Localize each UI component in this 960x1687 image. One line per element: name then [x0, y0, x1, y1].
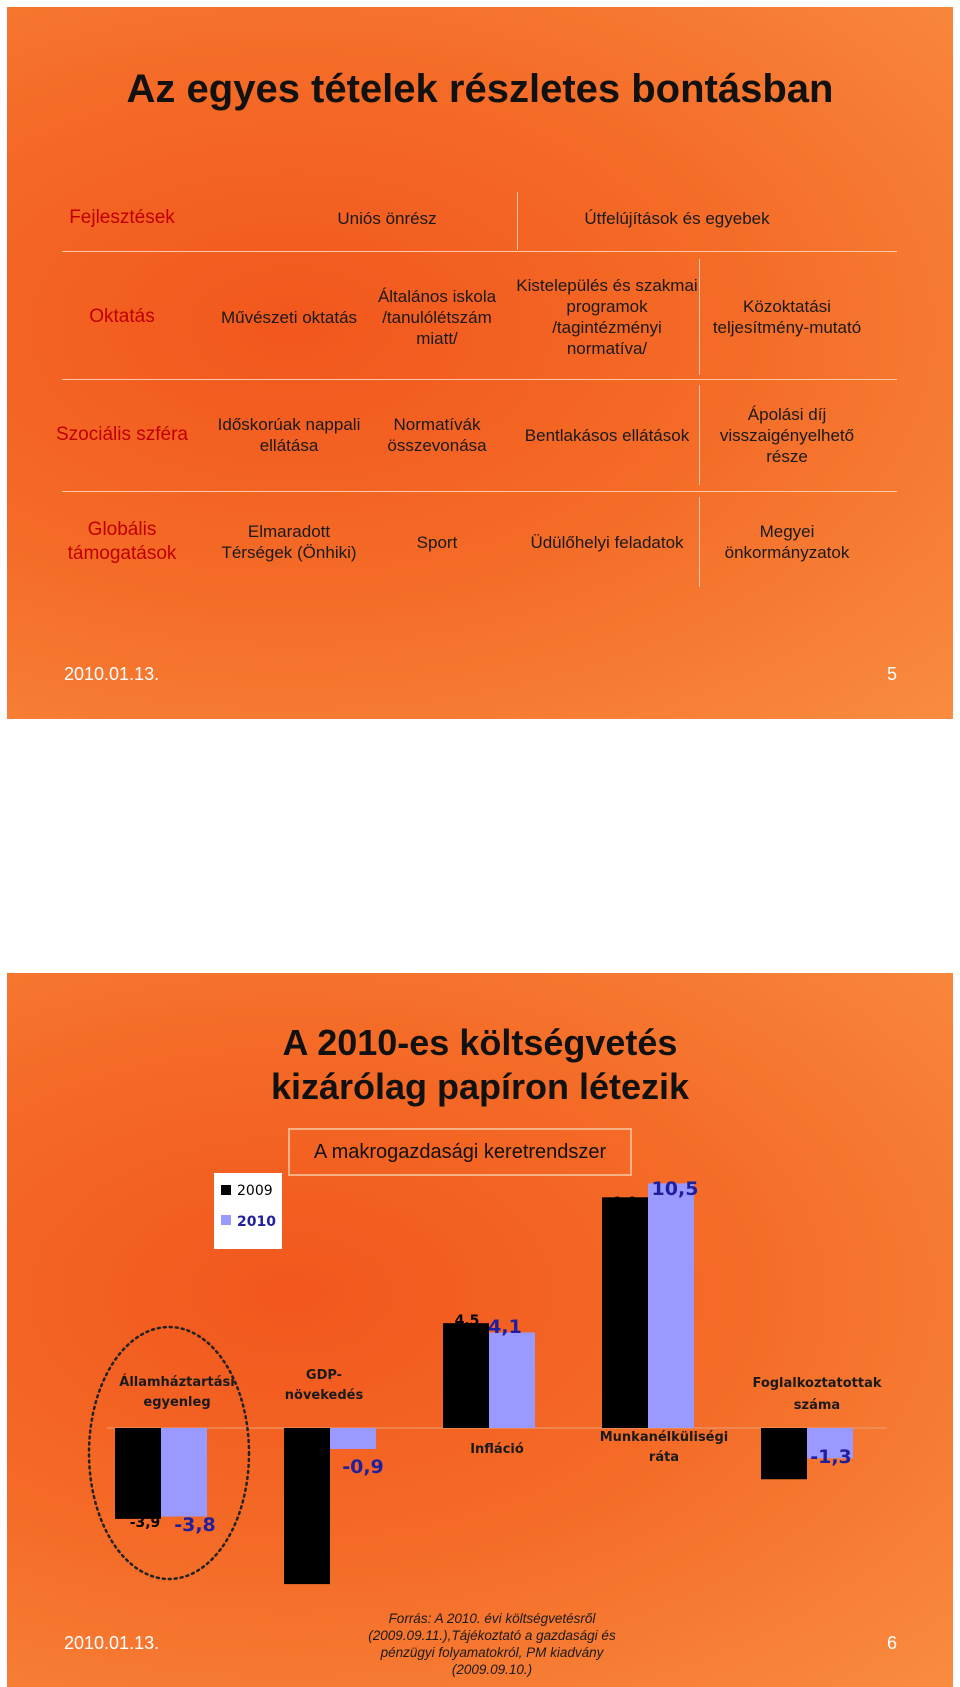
category-label: Infláció: [470, 1442, 524, 1457]
macro-bar-chart: [7, 973, 953, 1687]
slide-6: [7, 973, 953, 1687]
legend-label-2009: 2009: [237, 1183, 273, 1199]
category-label: növekedés: [284, 1388, 364, 1403]
data-label-2009: 4,5: [454, 1313, 480, 1329]
category-label: GDP-: [305, 1368, 343, 1383]
bar-2010: [489, 1332, 535, 1428]
data-label-2009: -2,2: [768, 1461, 800, 1477]
table-cell: Bentlakásos ellátások: [524, 425, 690, 445]
category-label: száma: [793, 1398, 841, 1413]
table-cell: Útfelújítások és egyebek: [584, 208, 770, 228]
table-cell: Megyei önkormányzatok: [724, 522, 850, 562]
bar-2010: [648, 1183, 694, 1428]
table-cell: Sport: [416, 532, 458, 552]
legend-swatch-2010: [221, 1215, 231, 1225]
table-cell: Uniós önrész: [337, 208, 437, 228]
slide-5: [7, 7, 953, 719]
bar-2009: [115, 1428, 161, 1519]
data-label-2010: -1,3: [810, 1446, 852, 1468]
category-label: Államháztartási: [119, 1375, 235, 1390]
table-cell: Ápolási díj visszaigényelhető része: [719, 404, 855, 466]
table-cell: Közoktatási teljesítmény-mutató: [712, 297, 862, 337]
legend-label-2010: 2010: [237, 1214, 276, 1230]
table-divider: [62, 251, 897, 252]
bar-2009: [443, 1323, 489, 1428]
table-cell: Kistelepülés és szakmai programok /tagintézményi normatíva/: [516, 276, 698, 358]
category-label: Munkanélküliségi: [599, 1430, 729, 1445]
table-cell: Oktatás: [89, 306, 155, 327]
data-label-2009: -6,7: [297, 1557, 329, 1573]
title-line-1: A 2010-es költségvetés: [282, 1022, 678, 1063]
data-label-2009: 9,9: [612, 1195, 638, 1211]
table-cell: Szociális szféra: [56, 424, 188, 445]
slide-title: Az egyes tételek részletes bontásban: [126, 67, 834, 111]
table-cell: Normatívák összevonása: [387, 415, 487, 455]
page-number: 5: [887, 664, 898, 684]
table-cell: Időskorúak nappali ellátása: [217, 415, 361, 455]
table-divider: [62, 491, 897, 492]
slide-date: 2010.01.13.: [64, 1633, 160, 1653]
table-cell: Globális támogatások: [67, 519, 177, 564]
table-divider: [517, 192, 518, 250]
data-label-2010: 10,5: [651, 1178, 699, 1200]
table-cell: Művészeti oktatás: [220, 307, 358, 327]
data-label-2010: 4,1: [488, 1316, 522, 1338]
category-label: Foglalkoztatottak: [752, 1376, 882, 1391]
table-cell: Elmaradott Térségek (Önhiki): [221, 522, 357, 562]
table-cell: Általános iskola /tanulólétszám miatt/: [377, 286, 497, 348]
data-label-2010: -3,8: [174, 1514, 216, 1536]
chart-subtitle: A makrogazdasági keretrendszer: [288, 1128, 632, 1176]
bar-2009: [602, 1197, 648, 1428]
data-label-2009: -3,9: [129, 1515, 161, 1531]
category-label: ráta: [648, 1450, 680, 1465]
table-cell: Üdülőhelyi feladatok: [530, 532, 684, 552]
bar-2010: [330, 1428, 376, 1449]
table-divider: [62, 379, 897, 380]
table-cell: Fejlesztések: [69, 207, 175, 228]
page-number: 6: [887, 1633, 898, 1653]
title-line-2: kizárólag papíron létezik: [270, 1066, 690, 1107]
data-label-2010: -0,9: [342, 1456, 384, 1478]
legend-swatch-2009: [221, 1185, 231, 1195]
slide-date: 2010.01.13.: [64, 664, 160, 684]
category-label: egyenleg: [143, 1395, 211, 1410]
bar-2010: [161, 1428, 207, 1517]
source-note: Forrás: A 2010. évi költségvetésről (2009.09.11.),Tájékoztató a gazdasági és pénzügyi folyamatokról, PM kiadvány (2009.09.10.): [368, 1611, 616, 1677]
